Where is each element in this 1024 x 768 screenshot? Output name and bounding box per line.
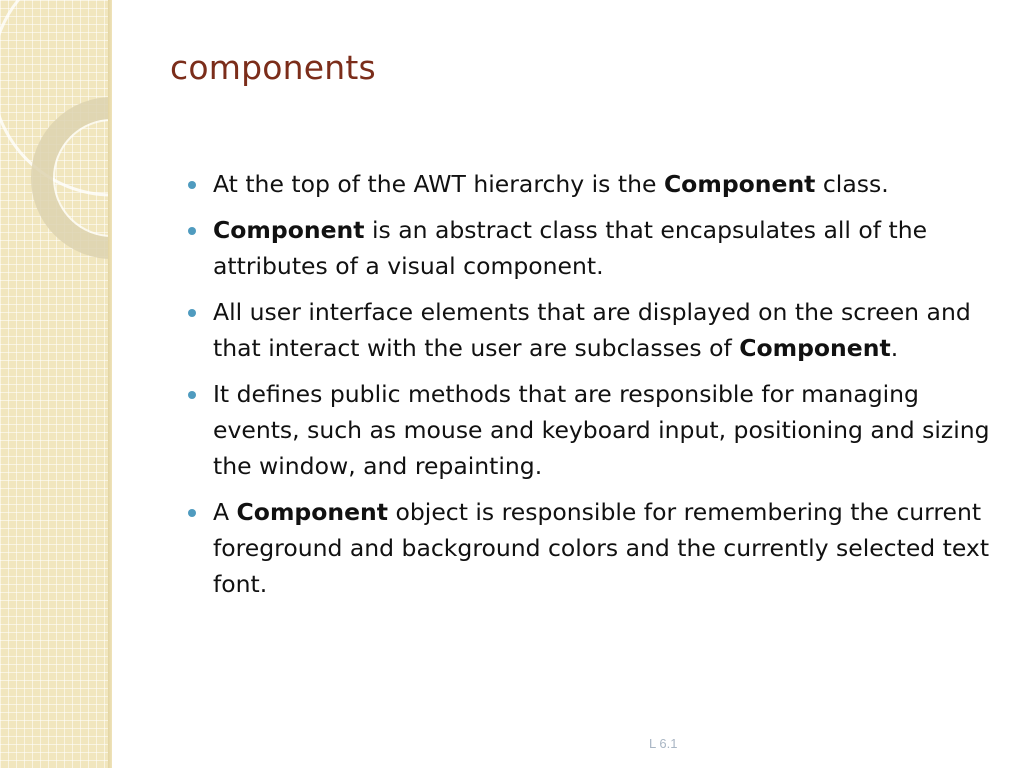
bullet-text: All user interface elements that are displayed on the screen and that interact with the user are subclasses of: [213, 298, 971, 362]
decorative-sidebar: [0, 0, 112, 768]
bullet-item: [188, 376, 998, 484]
slide-title: components: [170, 48, 376, 87]
bullet-text: is an abstract class that encapsulates all of the attributes of a visual component.: [213, 216, 928, 280]
bullet-dot-icon: [188, 509, 196, 517]
bullet-item: [188, 166, 998, 202]
bullet-dot-icon: [188, 309, 196, 317]
bullet-bold-term: Component: [739, 334, 891, 362]
bullet-text: object is responsible for remembering the current foreground and background colors and the currently selected text font.: [213, 498, 990, 598]
bullet-dot-icon: [188, 227, 196, 235]
decorative-rings-graphic: [0, 0, 112, 768]
ring-thick: [42, 108, 112, 248]
bullet-item: [188, 494, 998, 602]
slide-number: L 6.1: [649, 736, 678, 751]
bullet-item: [188, 212, 998, 284]
sidebar-edge: [108, 0, 112, 768]
bullet-bold-term: Component: [213, 216, 365, 244]
bullet-dot-icon: [188, 181, 196, 189]
bullet-bold-term: Component: [236, 498, 389, 526]
bullet-text: .: [890, 334, 899, 362]
bullet-text: A: [213, 498, 237, 526]
bullet-item: [188, 294, 998, 366]
bullet-text: It defines public methods that are responsible for managing events, such as mouse and keyboard input, positioning and sizing the window, and repainting.: [213, 380, 990, 480]
bullet-text: class.: [815, 170, 889, 198]
bullet-list: [188, 166, 998, 612]
bullet-dot-icon: [188, 391, 196, 399]
bullet-text: At the top of the AWT hierarchy is the: [213, 170, 664, 198]
bullet-bold-term: Component: [663, 170, 816, 198]
